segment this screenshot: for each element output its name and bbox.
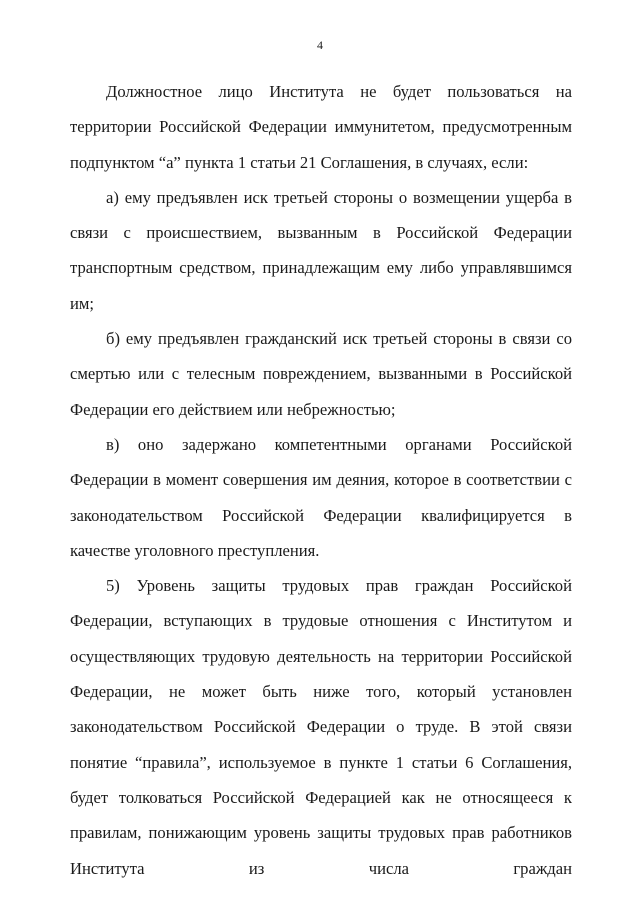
page-number: 4 bbox=[317, 38, 323, 52]
paragraph-item-v: в) оно задержано компетентными органами Российской Федерации в момент совершения им деяния, которое в соответствии с законодательством Российской Федерации квалифицируется в качестве уголовного преступления. bbox=[70, 434, 572, 560]
paragraph-official-immunity: Должностное лицо Института не будет пользоваться на территории Российской Федерации иммунитетом, предусмотренным подпунктом “а” пункта 1 статьи 21 Соглашения, в случаях, если: bbox=[70, 82, 572, 172]
paragraph-item-b: б) ему предъявлен гражданский иск третьей стороны в связи со смертью или с телесным повреждением, вызванными в Российской Федерации его действием или небрежностью; bbox=[70, 329, 572, 419]
paragraph-item-a: а) ему предъявлен иск третьей стороны о возмещении ущерба в связи с происшествием, вызванным в Российской Федерации транспортным средством, принадлежащим ему либо управлявшимся им; bbox=[70, 187, 572, 313]
paragraph-item-5-labor-rights: 5) Уровень защиты трудовых прав граждан Российской Федерации, вступающих в трудовые отношения с Институтом и осуществляющих трудовую деятельность на территории Российской Федерации, не может быть ниже того, который установлен законодательством Российской Федерации о труде. В этой связи понятие “правила”, используемое в пункте 1 статьи 6 Соглашения, будет толковаться Российской Федерацией как не относящееся к правилам, понижающим уровень защиты трудовых прав работников Института из числа граждан bbox=[70, 576, 572, 878]
document-body bbox=[70, 74, 572, 886]
